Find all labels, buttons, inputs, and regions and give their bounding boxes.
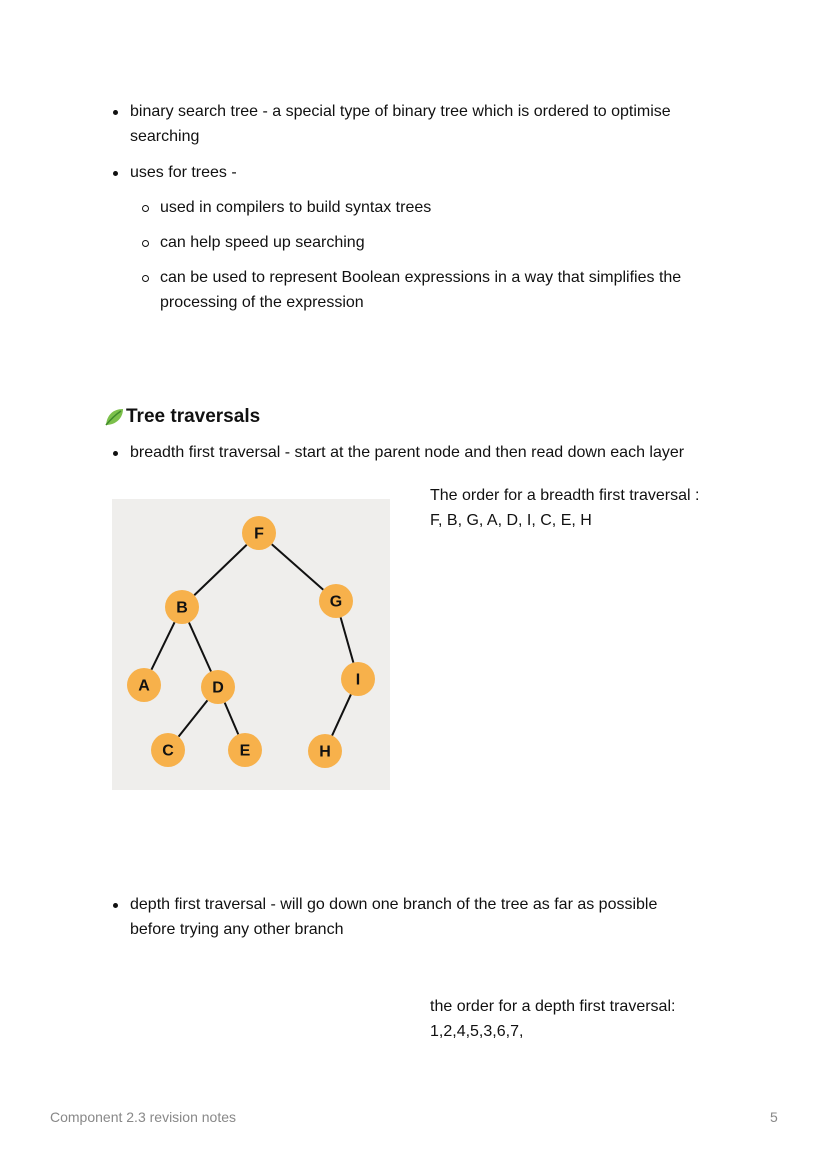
bullet-text-line: binary search tree - a special type of binary tree which is ordered to optimise (130, 103, 671, 120)
page-number: 5 (770, 1109, 778, 1125)
bullet-text-line: before trying any other branch (130, 921, 344, 938)
bullet-text-line: searching (130, 128, 200, 145)
tree-edge-D-C (179, 700, 208, 736)
tree-node-C (151, 733, 185, 767)
tree-node-B (165, 590, 199, 624)
tree-edge-B-D (189, 623, 211, 672)
bullet-breadth-first: breadth first traversal - start at the parent node and then read down each layer (130, 444, 685, 461)
sub-bullet-circle (142, 275, 149, 282)
tree-node-label: D (212, 679, 224, 697)
section-heading (103, 404, 260, 430)
tree-edge-F-B (194, 545, 246, 595)
breadth-order-value: F, B, G, A, D, I, C, E, H (430, 512, 592, 529)
bullet-dot (113, 171, 118, 176)
breadth-order-label: The order for a breadth first traversal : (430, 487, 700, 504)
tree-edge-I-H (332, 694, 351, 735)
tree-edge-D-E (225, 703, 239, 735)
tree-edge-G-I (341, 617, 354, 662)
depth-order-label: the order for a depth first traversal: (430, 998, 676, 1015)
bullet-binary-search-tree (130, 99, 750, 149)
sub-bullet-circle (142, 205, 149, 212)
footer-title: Component 2.3 revision notes (50, 1109, 236, 1125)
bullet-dot (113, 451, 118, 456)
bullet-uses-for-trees: uses for trees - (130, 164, 237, 181)
tree-node-H (308, 734, 342, 768)
tree-node-label: E (239, 742, 251, 760)
tree-node-E (228, 733, 262, 767)
tree-edge-F-G (272, 544, 324, 589)
leaf-icon (103, 406, 125, 428)
tree-node-label: C (162, 742, 174, 760)
bullet-text-line: depth first traversal - will go down one branch of the tree as far as possible (130, 896, 658, 913)
bullet-depth-first (130, 892, 750, 942)
bullet-dot (113, 903, 118, 908)
tree-node-D (201, 670, 235, 704)
tree-node-label: H (319, 743, 331, 761)
sub-bullet-boolean (160, 265, 760, 315)
tree-node-G (319, 584, 353, 618)
tree-node-I (341, 662, 375, 696)
sub-bullet-compilers: used in compilers to build syntax trees (160, 199, 432, 216)
bullet-text-line: processing of the expression (160, 294, 364, 311)
tree-node-label: F (254, 525, 264, 543)
tree-diagram (112, 499, 390, 790)
depth-order-value: 1,2,4,5,3,6,7, (430, 1023, 524, 1040)
section-title: Tree traversals (126, 406, 261, 427)
tree-node-A (127, 668, 161, 702)
tree-edge-B-A (151, 622, 174, 669)
tree-node-label: I (355, 671, 361, 689)
bullet-text-line: can be used to represent Boolean expressions in a way that simplifies the (160, 269, 682, 286)
sub-bullet-searching: can help speed up searching (160, 234, 365, 251)
bullet-dot (113, 110, 118, 115)
tree-node-label: A (138, 677, 150, 695)
tree-node-label: G (329, 593, 343, 611)
tree-node-label: B (176, 599, 188, 617)
tree-node-F (242, 516, 276, 550)
sub-bullet-circle (142, 240, 149, 247)
tree-svg (112, 499, 390, 790)
